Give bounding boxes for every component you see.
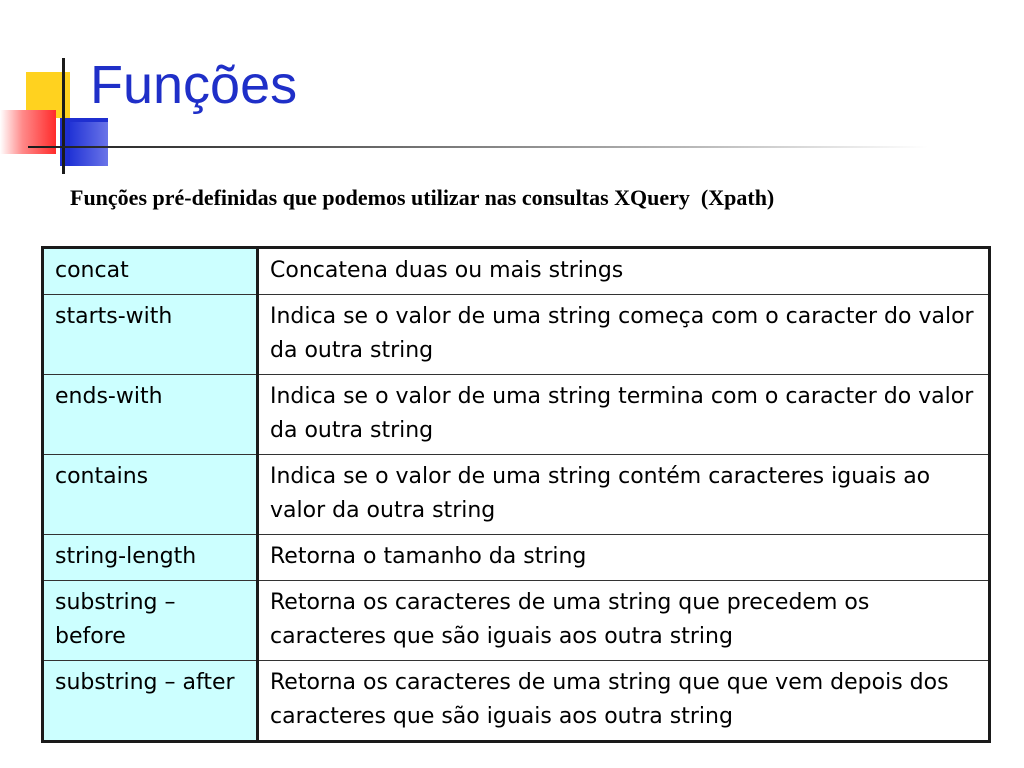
function-name-cell: string-length [43, 535, 258, 581]
function-description-cell: Indica se o valor de uma string começa com o caracter do valor da outra string [258, 295, 990, 375]
function-description-cell: Retorna o tamanho da string [258, 535, 990, 581]
function-description-cell: Concatena duas ou mais strings [258, 248, 990, 295]
table-row [43, 661, 990, 742]
logo-blue-square-highlight [70, 122, 108, 166]
functions-table [41, 246, 991, 743]
function-description-cell: Retorna os caracteres de uma string que que vem depois dos caracteres que são iguais aos outra string [258, 661, 990, 742]
function-name-cell: substring – after [43, 661, 258, 742]
title-underline [28, 146, 928, 148]
logo-vertical-line [62, 58, 65, 174]
table-row [43, 535, 990, 581]
function-name-cell: ends-with [43, 375, 258, 455]
function-description-cell: Indica se o valor de uma string contém caracteres iguais ao valor da outra string [258, 455, 990, 535]
page-title: Funções [90, 55, 298, 115]
table-row [43, 375, 990, 455]
function-name-cell: starts-with [43, 295, 258, 375]
function-description-cell: Indica se o valor de uma string termina com o caracter do valor da outra string [258, 375, 990, 455]
function-name-cell: substring – before [43, 581, 258, 661]
function-name-cell: contains [43, 455, 258, 535]
table-row [43, 295, 990, 375]
table-row [43, 248, 990, 295]
function-name-cell: concat [43, 248, 258, 295]
page-subtitle: Funções pré-definidas que podemos utilizar nas consultas XQuery (Xpath) [70, 185, 775, 210]
function-description-cell: Retorna os caracteres de uma string que precedem os caracteres que são iguais aos outra string [258, 581, 990, 661]
table-row [43, 455, 990, 535]
table-row [43, 581, 990, 661]
